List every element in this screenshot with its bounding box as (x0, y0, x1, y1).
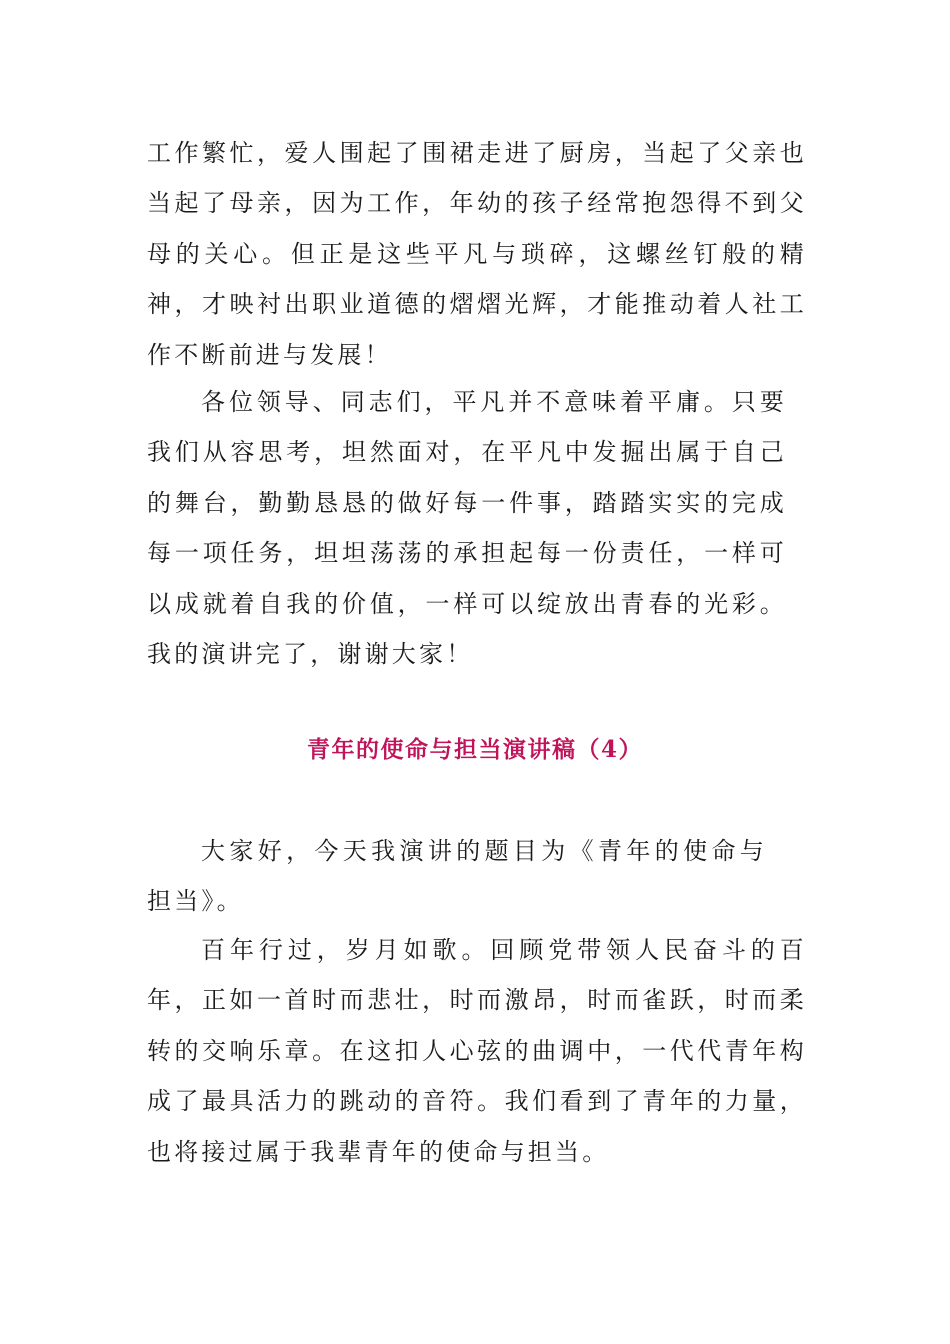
body-paragraph: 百年行过，岁月如歌。回顾党带领人民奋斗的百年，正如一首时而悲壮，时而激昂，时而雀跃，时而柔转的交响乐章。在这扣人心弦的曲调中，一代代青年构成了最具活力的跳动的音符。我们看到了青年的力量，也将接过属于我辈青年的使命与担当。 (147, 936, 807, 1166)
section-title: 青年的使命与担当演讲稿（4） (306, 736, 643, 763)
body-paragraph: 大家好，今天我演讲的题目为《青年的使命与担当》。 (147, 837, 767, 916)
body-paragraph: 工作繁忙，爱人围起了围裙走进了厨房，当起了父亲也当起了母亲，因为工作，年幼的孩子经常抱怨得不到父母的关心。但正是这些平凡与琐碎，这螺丝钉般的精神，才映衬出职业道德的熠熠光辉，才能推动着人社工作不断前进与发展！ (147, 139, 807, 369)
body-paragraph: 各位领导、同志们，平凡并不意味着平庸。只要我们从容思考，坦然面对，在平凡中发掘出属于自己的舞台，勤勤恳恳的做好每一件事，踏踏实实的完成每一项任务，坦坦荡荡的承担起每一份责任，一样可以成就着自我的价值，一样可以绽放出青春的光彩。我的演讲完了，谢谢大家！ (147, 388, 787, 669)
